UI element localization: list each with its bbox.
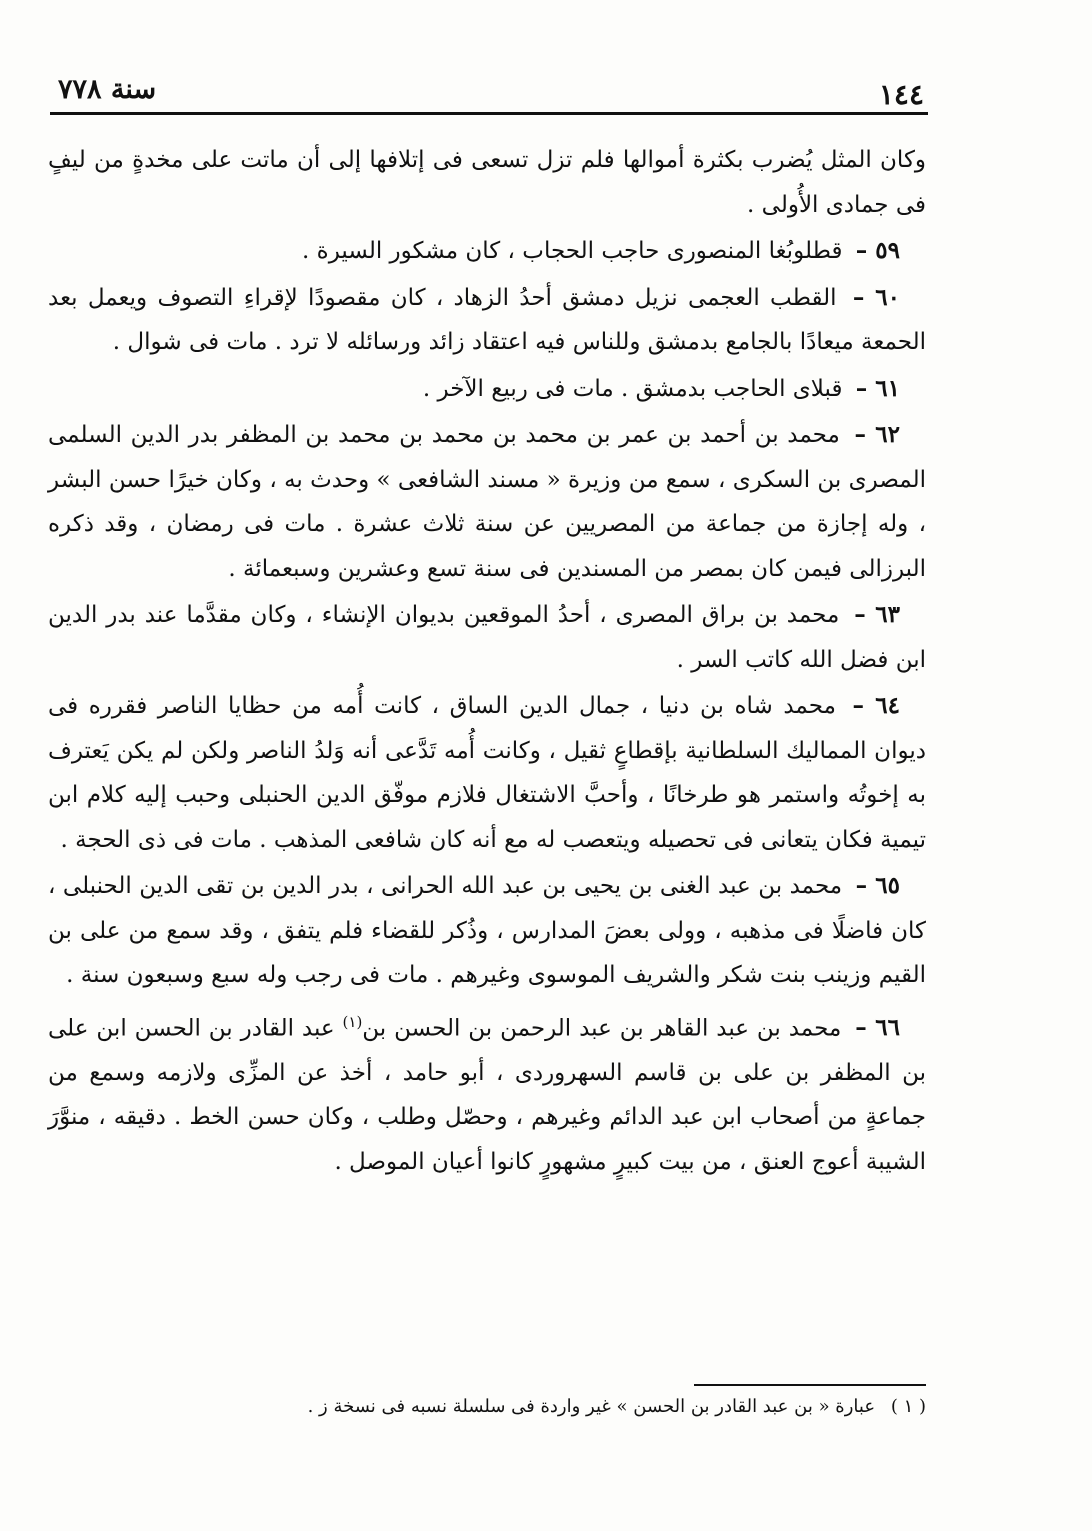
footnote (300, 1392, 926, 1422)
entry-62 (48, 413, 926, 591)
entry-number: ٦٤ – (852, 692, 900, 719)
entry-number: ٦٣ – (854, 601, 901, 628)
footnote-reference[interactable]: (١) (342, 1012, 363, 1031)
entry-text: قطلوبُغا المنصورى حاجب الحجاب ، كان مشكور السيرة . (302, 238, 843, 264)
entry-text-continued: عبد القادر بن الحسن ابن على بن المظفر بن على بن قاسم السهروردى ، أبو حامد ، أخذ عن المزِّى ولازمه وسمع من جماعةٍ من أصحاب ابن عبد الدائم وغيرهم ، وحصّل وطلب ، وكان حسن الخط . دقيقه ، منوَّرَ الشيبة أعوج العنق ، من بيت كبيرٍ مشهورٍ كانوا أعيان الموصل . (48, 1015, 926, 1175)
year-label: سنة ٧٧٨ (58, 74, 157, 105)
footnote-text: عبارة « بن عبد القادر بن الحسن » غير واردة فى سلسلة نسبه فى نسخة ز . (307, 1396, 876, 1417)
header-rule (50, 112, 928, 115)
entry-61 (48, 367, 926, 412)
entry-number: ٦٥ – (855, 872, 901, 899)
footnote-rule (694, 1384, 926, 1386)
entry-59 (48, 229, 926, 274)
entry-text: محمد بن عبد القاهر بن عبد الرحمن بن الحسن بن (362, 1015, 842, 1042)
paragraph-text: وكان المثل يُضرب بكثرة أموالها فلم تزل تسعى فى إتلافها إلى أن ماتت على مخدةٍ من ليفٍ فى جمادى الأُولى . (48, 147, 926, 218)
entry-66 (48, 1000, 926, 1185)
entry-64 (48, 684, 926, 862)
entry-65 (48, 864, 926, 998)
entry-60 (48, 276, 926, 365)
entry-number: ٦٦ – (855, 1014, 901, 1042)
paragraph-continuation (48, 138, 926, 227)
entry-number: ٦١ – (855, 374, 900, 402)
page-number: ١٤٤ (878, 78, 924, 111)
entry-number: ٦٢ – (854, 421, 900, 448)
entry-number: ٦٠ – (852, 283, 901, 311)
entry-text: قبلاى الحاجب بدمشق . مات فى ربيع الآخر . (422, 375, 843, 402)
entry-text: محمد بن براق المصرى ، أحدُ الموقعين بديوان الإنشاء ، وكان مقدَّما عند بدر الدين ابن فضل الله كاتب السر . (48, 602, 926, 673)
main-text (48, 138, 926, 1186)
entry-text: القطب العجمى نزيل دمشق أحدُ الزهاد ، كان مقصودًا لإقراءِ التصوف ويعمل بعد الحمعة ميعادًا بالجامع بدمشق وللناس فيه اعتقاد زائد ورسائله لا ترد . مات فى شوال . (48, 284, 926, 355)
entry-63 (48, 593, 926, 682)
running-head (52, 64, 924, 111)
entry-text: محمد شاه بن دنيا ، جمال الدين الساق ، كانت أُمه من حظايا الناصر فقرره فى ديوان المماليك السلطانية بإقطاعٍ ثقيل ، وكانت أُمه تَدَّعى أنه وَلدُ الناصر ولكن لم يكن يَعترف به إخوتُه واستمر هو طرخانًا ، وأحبَّ الاشتغال فلازم موفّق الدين الحنبلى وحبب إليه كلام ابن تيمية فكان يتعانى فى تحصيله ويتعصب له مع أنه كان شافعى المذهب . مات فى ذى الحجة . (48, 693, 926, 853)
entry-text: محمد بن عبد الغنى بن يحيى بن عبد الله الحرانى ، بدر الدين بن تقى الدين الحنبلى ، كان فاضلًا فى مذهبه ، وولى بعضَ المدارس ، وذُكر للقضاء فلم يتفق ، وقد سمع من على بن القيم وزينب بنت شكر والشريف الموسوى وغيرهم . مات فى رجب وله سبع وسبعون سنة . (48, 873, 927, 988)
entry-number: ٥٩ – (855, 237, 900, 264)
footnote-mark: ( ١ ) (890, 1396, 926, 1417)
entry-text: محمد بن أحمد بن عمر بن محمد بن محمد بن محمد بن المظفر بدر الدين السلمى المصرى بن السكرى ، سمع من وزيرة « مسند الشافعى » وحدث به ، وكان خيرًا حسن البشر ، وله إجازة من جماعة من المصريين عن سنة ثلاث عشرة . مات فى رمضان ، وقد ذكره البرزالى فيمن كان بمصر من المسندين فى سنة تسع وعشرين وسبعمائة . (48, 422, 926, 582)
